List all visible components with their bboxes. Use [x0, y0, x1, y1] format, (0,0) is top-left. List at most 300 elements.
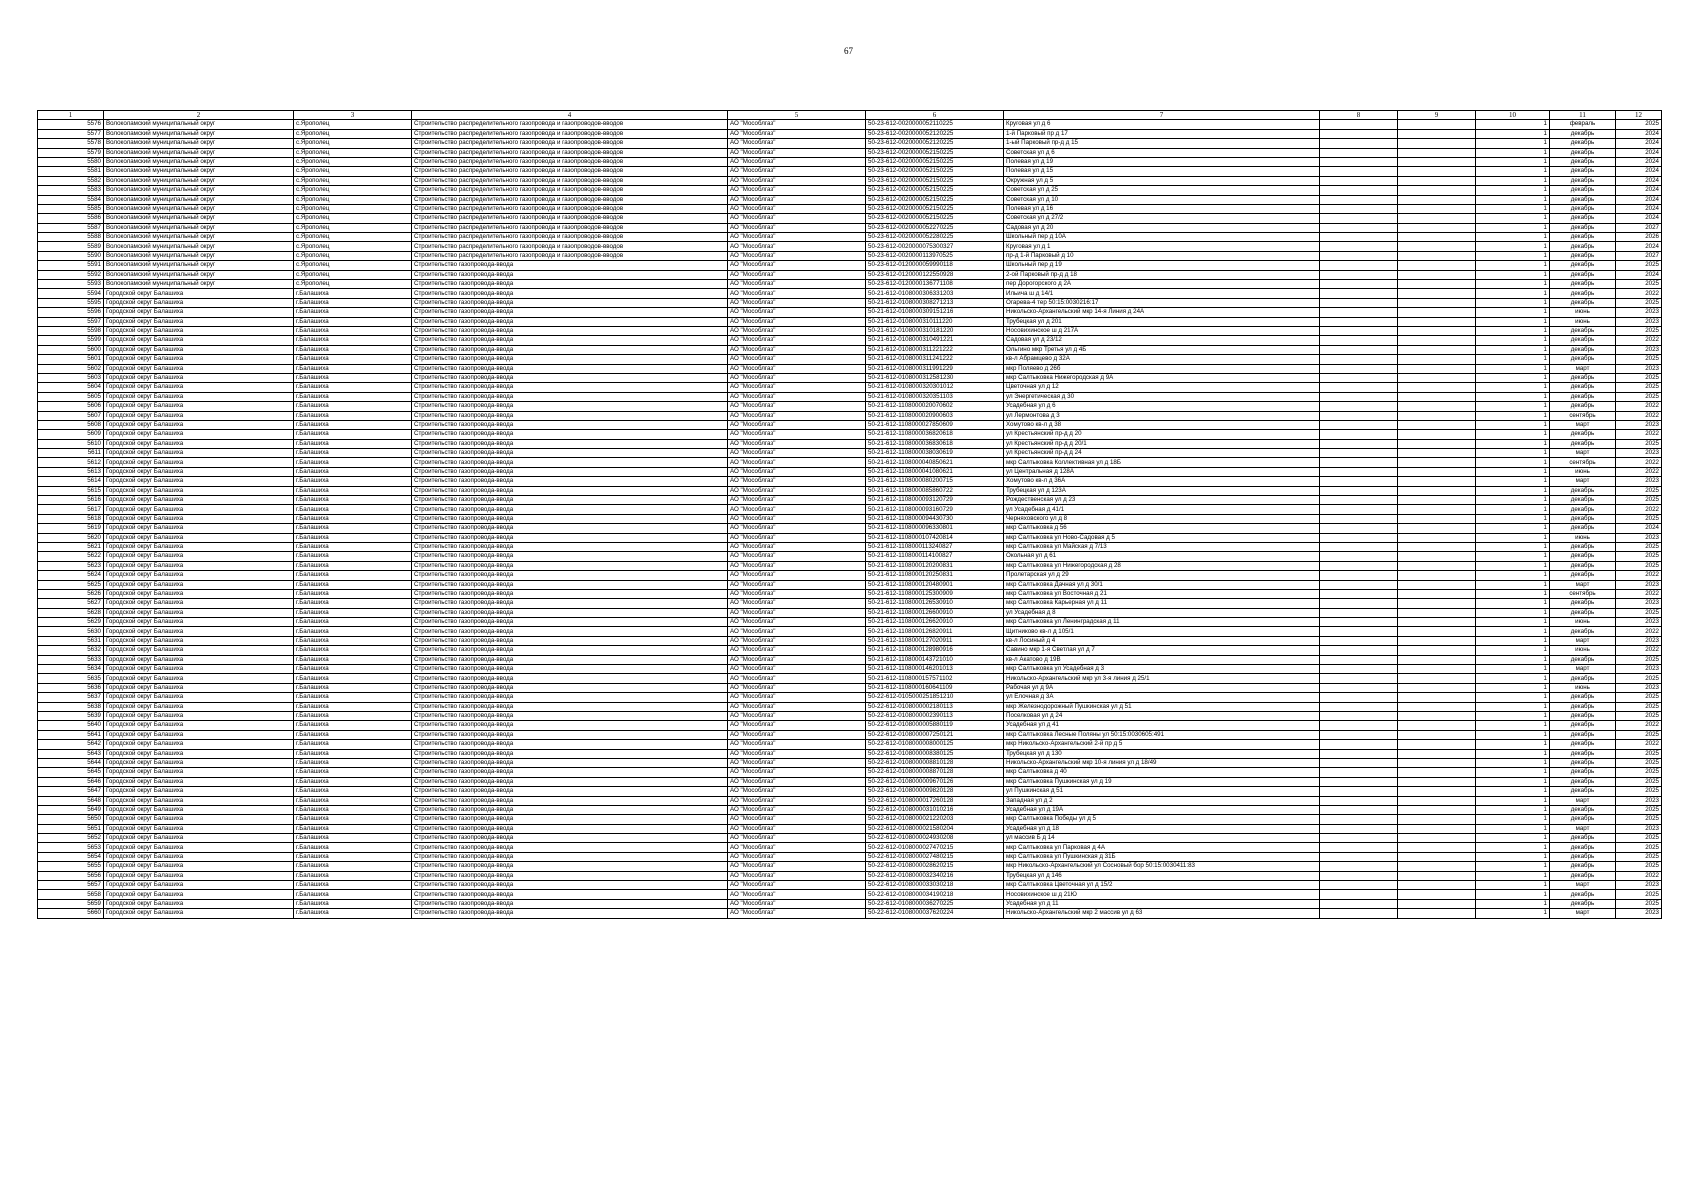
- table-cell: [1398, 486, 1476, 495]
- table-cell: Строительство газопровода-ввода: [412, 655, 728, 664]
- table-cell: 5621: [38, 542, 104, 551]
- table-cell: 1: [1476, 223, 1550, 232]
- table-cell: АО "Мособлгаз": [728, 298, 866, 307]
- table-cell: Строительство газопровода-ввода: [412, 740, 728, 749]
- table-cell: г.Балашиха: [294, 815, 412, 824]
- table-cell: Строительство газопровода-ввода: [412, 514, 728, 523]
- table-cell: 2025: [1616, 280, 1662, 289]
- table-cell: [1398, 355, 1476, 364]
- table-cell: 5595: [38, 298, 104, 307]
- table-cell: 50-22-612-0108000009820128: [866, 787, 1004, 796]
- table-cell: март: [1550, 824, 1616, 833]
- table-cell: [1320, 364, 1398, 373]
- table-cell: [1320, 270, 1398, 279]
- table-cell: Волоколамский муниципальный округ: [104, 120, 294, 129]
- table-cell: 2025: [1616, 730, 1662, 739]
- table-cell: [1398, 392, 1476, 401]
- table-cell: г.Балашиха: [294, 289, 412, 298]
- table-cell: 50-21-612-1108000027850609: [866, 420, 1004, 429]
- table-cell: 50-23-612-0020000113970525: [866, 251, 1004, 260]
- table-cell: Усадебная ул д 41: [1004, 721, 1320, 730]
- table-cell: Строительство газопровода-ввода: [412, 571, 728, 580]
- table-cell: 1: [1476, 308, 1550, 317]
- table-cell: 50-21-612-0108000312581230: [866, 373, 1004, 382]
- table-cell: мкр Салтыковка ул Ново-Садовая д 5: [1004, 533, 1320, 542]
- table-cell: [1320, 599, 1398, 608]
- table-cell: [1398, 420, 1476, 429]
- table-cell: 5617: [38, 505, 104, 514]
- table-cell: [1398, 542, 1476, 551]
- table-cell: 2022: [1616, 571, 1662, 580]
- table-row: [38, 505, 1662, 514]
- table-cell: Строительство газопровода-ввода: [412, 787, 728, 796]
- table-cell: АО "Мособлгаз": [728, 655, 866, 664]
- table-cell: Городской округ Балашиха: [104, 430, 294, 439]
- table-row: [38, 815, 1662, 824]
- table-cell: 1: [1476, 712, 1550, 721]
- table-cell: Городской округ Балашиха: [104, 674, 294, 683]
- column-header: 9: [1398, 111, 1476, 120]
- table-cell: 2023: [1616, 364, 1662, 373]
- table-cell: 50-21-612-1108000157571102: [866, 674, 1004, 683]
- table-cell: Волоколамский муниципальный округ: [104, 167, 294, 176]
- table-cell: АО "Мособлгаз": [728, 589, 866, 598]
- table-row: [38, 270, 1662, 279]
- table-cell: 1: [1476, 148, 1550, 157]
- table-cell: [1398, 834, 1476, 843]
- table-cell: 1: [1476, 326, 1550, 335]
- table-cell: Строительство газопровода-ввода: [412, 552, 728, 561]
- table-cell: [1320, 805, 1398, 814]
- table-cell: декабрь: [1550, 251, 1616, 260]
- table-cell: 2023: [1616, 909, 1662, 918]
- table-cell: мкр Салтыковка д 56: [1004, 524, 1320, 533]
- table-cell: 50-21-612-1108000126620910: [866, 618, 1004, 627]
- table-cell: 1: [1476, 345, 1550, 354]
- table-cell: Советская ул д 25: [1004, 186, 1320, 195]
- table-row: [38, 167, 1662, 176]
- table-cell: [1398, 524, 1476, 533]
- table-row: [38, 787, 1662, 796]
- table-cell: Городской округ Балашиха: [104, 768, 294, 777]
- table-cell: 5620: [38, 533, 104, 542]
- table-cell: [1320, 815, 1398, 824]
- table-cell: г.Балашиха: [294, 890, 412, 899]
- table-cell: г.Балашиха: [294, 749, 412, 758]
- table-cell: 2025: [1616, 852, 1662, 861]
- table-cell: 50-22-612-0108000037620224: [866, 909, 1004, 918]
- table-cell: [1398, 280, 1476, 289]
- table-cell: АО "Мособлгаз": [728, 204, 866, 213]
- table-cell: Строительство распределительного газопровода и газопроводов-вводов: [412, 195, 728, 204]
- table-row: [38, 665, 1662, 674]
- table-cell: АО "Мособлгаз": [728, 458, 866, 467]
- table-row: [38, 571, 1662, 580]
- table-cell: 50-22-612-0108000034190218: [866, 890, 1004, 899]
- table-cell: 50-22-612-0108000027470215: [866, 843, 1004, 852]
- table-row: [38, 195, 1662, 204]
- table-cell: 5584: [38, 195, 104, 204]
- table-cell: 1: [1476, 439, 1550, 448]
- table-cell: [1320, 204, 1398, 213]
- table-cell: 5646: [38, 777, 104, 786]
- table-cell: 50-22-612-0108000017260128: [866, 796, 1004, 805]
- table-cell: Городской округ Балашиха: [104, 580, 294, 589]
- table-cell: 5609: [38, 430, 104, 439]
- table-cell: Городской округ Балашиха: [104, 881, 294, 890]
- table-cell: Городской округ Балашиха: [104, 402, 294, 411]
- table-cell: [1398, 270, 1476, 279]
- table-cell: с.Ярополец: [294, 242, 412, 251]
- table-cell: АО "Мособлгаз": [728, 261, 866, 270]
- table-cell: 1: [1476, 552, 1550, 561]
- table-cell: Строительство распределительного газопровода и газопроводов-вводов: [412, 204, 728, 213]
- table-cell: 5645: [38, 768, 104, 777]
- table-cell: Строительство газопровода-ввода: [412, 674, 728, 683]
- table-cell: мкр Салтыковка Дачная ул д 30/1: [1004, 580, 1320, 589]
- table-cell: ул Энергетическая д 30: [1004, 392, 1320, 401]
- table-cell: Советская ул д 10: [1004, 195, 1320, 204]
- table-cell: с.Ярополец: [294, 270, 412, 279]
- table-cell: 5598: [38, 326, 104, 335]
- table-cell: декабрь: [1550, 514, 1616, 523]
- table-cell: [1320, 636, 1398, 645]
- table-cell: Строительство газопровода-ввода: [412, 580, 728, 589]
- table-cell: декабрь: [1550, 834, 1616, 843]
- table-cell: 50-21-612-0108000308271213: [866, 298, 1004, 307]
- table-cell: АО "Мособлгаз": [728, 805, 866, 814]
- table-cell: 5644: [38, 758, 104, 767]
- table-cell: 5610: [38, 439, 104, 448]
- table-cell: 2025: [1616, 758, 1662, 767]
- table-cell: АО "Мособлгаз": [728, 608, 866, 617]
- table-cell: [1320, 571, 1398, 580]
- table-cell: [1398, 655, 1476, 664]
- table-cell: 50-22-612-0108000008380125: [866, 749, 1004, 758]
- table-cell: Волоколамский муниципальный округ: [104, 223, 294, 232]
- table-cell: Городской округ Балашиха: [104, 496, 294, 505]
- table-cell: [1320, 214, 1398, 223]
- table-cell: 5631: [38, 636, 104, 645]
- table-cell: 2025: [1616, 899, 1662, 908]
- table-cell: АО "Мособлгаз": [728, 796, 866, 805]
- table-row: [38, 862, 1662, 871]
- table-cell: АО "Мособлгаз": [728, 420, 866, 429]
- table-cell: 1: [1476, 542, 1550, 551]
- table-row: [38, 683, 1662, 692]
- table-cell: ул Крестьянский пр-д д 20: [1004, 430, 1320, 439]
- table-cell: 2025: [1616, 486, 1662, 495]
- table-cell: Строительство распределительного газопровода и газопроводов-вводов: [412, 157, 728, 166]
- table-cell: декабрь: [1550, 439, 1616, 448]
- table-cell: март: [1550, 364, 1616, 373]
- table-cell: АО "Мособлгаз": [728, 787, 866, 796]
- table-cell: 5649: [38, 805, 104, 814]
- table-row: [38, 533, 1662, 542]
- table-cell: 2025: [1616, 702, 1662, 711]
- table-cell: Строительство газопровода-ввода: [412, 777, 728, 786]
- table-cell: декабрь: [1550, 890, 1616, 899]
- table-cell: г.Балашиха: [294, 702, 412, 711]
- table-cell: 2023: [1616, 683, 1662, 692]
- table-cell: пр-д 1-й Парковый д 10: [1004, 251, 1320, 260]
- table-cell: г.Балашиха: [294, 674, 412, 683]
- table-cell: Школьный пер д 10А: [1004, 233, 1320, 242]
- table-cell: мкр Салтыковка ул Пушкинская д 31Б: [1004, 852, 1320, 861]
- table-cell: декабрь: [1550, 655, 1616, 664]
- table-cell: 5659: [38, 899, 104, 908]
- table-cell: декабрь: [1550, 223, 1616, 232]
- table-cell: [1398, 665, 1476, 674]
- table-cell: 2024: [1616, 186, 1662, 195]
- table-cell: [1398, 693, 1476, 702]
- table-cell: Трубецкая ул д 130: [1004, 749, 1320, 758]
- table-row: [38, 439, 1662, 448]
- table-cell: 2025: [1616, 326, 1662, 335]
- table-row: [38, 580, 1662, 589]
- table-cell: декабрь: [1550, 298, 1616, 307]
- table-cell: 1-ый Парковый пр-д д 15: [1004, 139, 1320, 148]
- table-cell: Волоколамский муниципальный округ: [104, 251, 294, 260]
- table-cell: Носовихинское ш д 21Ю: [1004, 890, 1320, 899]
- table-cell: с.Ярополец: [294, 129, 412, 138]
- table-cell: 2024: [1616, 524, 1662, 533]
- table-cell: 1: [1476, 683, 1550, 692]
- table-cell: Строительство газопровода-ввода: [412, 730, 728, 739]
- table-cell: [1320, 148, 1398, 157]
- table-cell: декабрь: [1550, 852, 1616, 861]
- table-cell: г.Балашиха: [294, 693, 412, 702]
- table-cell: 5615: [38, 486, 104, 495]
- table-cell: г.Балашиха: [294, 834, 412, 843]
- table-cell: г.Балашиха: [294, 326, 412, 335]
- table-cell: 50-21-612-1108000093120729: [866, 496, 1004, 505]
- table-cell: 1: [1476, 862, 1550, 871]
- table-row: [38, 129, 1662, 138]
- table-cell: Строительство газопровода-ввода: [412, 712, 728, 721]
- table-cell: г.Балашиха: [294, 533, 412, 542]
- table-cell: [1320, 899, 1398, 908]
- table-cell: [1320, 242, 1398, 251]
- table-cell: 5622: [38, 552, 104, 561]
- table-cell: Волоколамский муниципальный округ: [104, 242, 294, 251]
- table-row: [38, 589, 1662, 598]
- table-cell: Волоколамский муниципальный округ: [104, 157, 294, 166]
- table-cell: Никольско-Архангельский мкр ул 3-я линия д 25/1: [1004, 674, 1320, 683]
- table-row: [38, 796, 1662, 805]
- table-cell: [1320, 533, 1398, 542]
- table-cell: Городской округ Балашиха: [104, 852, 294, 861]
- table-cell: 50-23-612-0120000059990118: [866, 261, 1004, 270]
- table-cell: с.Ярополец: [294, 233, 412, 242]
- table-cell: АО "Мособлгаз": [728, 364, 866, 373]
- table-cell: Строительство газопровода-ввода: [412, 439, 728, 448]
- table-cell: г.Балашиха: [294, 768, 412, 777]
- table-cell: [1320, 298, 1398, 307]
- table-cell: 1: [1476, 730, 1550, 739]
- table-cell: 2025: [1616, 749, 1662, 758]
- table-cell: [1398, 139, 1476, 148]
- table-cell: Городской округ Балашиха: [104, 336, 294, 345]
- table-cell: 2022: [1616, 740, 1662, 749]
- table-cell: мкр Салтыковка Нижегородская д 9А: [1004, 373, 1320, 382]
- table-cell: 1: [1476, 355, 1550, 364]
- table-cell: Городской округ Балашиха: [104, 730, 294, 739]
- table-cell: АО "Мособлгаз": [728, 505, 866, 514]
- table-cell: Волоколамский муниципальный округ: [104, 233, 294, 242]
- table-cell: Городской округ Балашиха: [104, 655, 294, 664]
- table-cell: март: [1550, 420, 1616, 429]
- table-cell: [1398, 186, 1476, 195]
- table-cell: г.Балашиха: [294, 542, 412, 551]
- table-cell: 5597: [38, 317, 104, 326]
- column-header: 4: [412, 111, 728, 120]
- table-cell: декабрь: [1550, 373, 1616, 382]
- table-cell: 2024: [1616, 167, 1662, 176]
- table-cell: Строительство газопровода-ввода: [412, 815, 728, 824]
- table-cell: 50-22-612-0108000002180113: [866, 702, 1004, 711]
- table-cell: 2025: [1616, 862, 1662, 871]
- table-cell: 50-22-612-0108000024930208: [866, 834, 1004, 843]
- table-cell: декабрь: [1550, 148, 1616, 157]
- table-cell: [1320, 646, 1398, 655]
- table-cell: с.Ярополец: [294, 120, 412, 129]
- table-cell: 50-23-612-0020000052270225: [866, 223, 1004, 232]
- table-cell: г.Балашиха: [294, 740, 412, 749]
- table-cell: 1: [1476, 796, 1550, 805]
- table-cell: г.Балашиха: [294, 796, 412, 805]
- table-cell: [1320, 120, 1398, 129]
- table-cell: Строительство распределительного газопровода и газопроводов-вводов: [412, 251, 728, 260]
- table-cell: мкр Салтыковка ул Восточная д 21: [1004, 589, 1320, 598]
- table-cell: 1: [1476, 899, 1550, 908]
- table-cell: 50-23-612-0020000052280225: [866, 233, 1004, 242]
- table-cell: 2-ой Парковый пр-д д 18: [1004, 270, 1320, 279]
- table-cell: Строительство газопровода-ввода: [412, 467, 728, 476]
- table-cell: [1320, 139, 1398, 148]
- table-cell: декабрь: [1550, 862, 1616, 871]
- table-cell: 2022: [1616, 430, 1662, 439]
- table-cell: 1: [1476, 449, 1550, 458]
- table-cell: декабрь: [1550, 693, 1616, 702]
- table-row: [38, 477, 1662, 486]
- table-cell: 50-21-612-0108000306331203: [866, 289, 1004, 298]
- table-cell: мкр Салтыковка Победы ул д 5: [1004, 815, 1320, 824]
- table-row: [38, 148, 1662, 157]
- table-cell: декабрь: [1550, 571, 1616, 580]
- table-cell: с.Ярополец: [294, 251, 412, 260]
- table-cell: 1: [1476, 514, 1550, 523]
- table-cell: 5606: [38, 402, 104, 411]
- table-cell: Строительство распределительного газопровода и газопроводов-вводов: [412, 242, 728, 251]
- table-cell: декабрь: [1550, 139, 1616, 148]
- table-cell: АО "Мособлгаз": [728, 373, 866, 382]
- table-cell: [1320, 561, 1398, 570]
- table-cell: Строительство газопровода-ввода: [412, 392, 728, 401]
- table-row: [38, 693, 1662, 702]
- table-cell: 5588: [38, 233, 104, 242]
- table-cell: Полевая ул д 16: [1004, 204, 1320, 213]
- table-cell: 2022: [1616, 458, 1662, 467]
- table-cell: декабрь: [1550, 336, 1616, 345]
- table-cell: 5629: [38, 618, 104, 627]
- table-row: [38, 768, 1662, 777]
- table-row: [38, 655, 1662, 664]
- table-cell: АО "Мособлгаз": [728, 355, 866, 364]
- table-cell: г.Балашиха: [294, 730, 412, 739]
- table-cell: [1320, 890, 1398, 899]
- table-cell: [1320, 467, 1398, 476]
- table-cell: г.Балашиха: [294, 655, 412, 664]
- table-row: [38, 674, 1662, 683]
- table-cell: АО "Мособлгаз": [728, 139, 866, 148]
- table-cell: Рождественская ул д 23: [1004, 496, 1320, 505]
- table-cell: декабрь: [1550, 561, 1616, 570]
- table-cell: Городской округ Балашиха: [104, 571, 294, 580]
- table-cell: [1398, 805, 1476, 814]
- table-cell: АО "Мособлгаз": [728, 223, 866, 232]
- table-cell: [1320, 730, 1398, 739]
- table-cell: 50-21-612-0108000311221222: [866, 345, 1004, 354]
- table-cell: 5648: [38, 796, 104, 805]
- table-cell: АО "Мособлгаз": [728, 242, 866, 251]
- table-cell: 5653: [38, 843, 104, 852]
- table-cell: [1398, 777, 1476, 786]
- table-cell: 1: [1476, 430, 1550, 439]
- column-header: 5: [728, 111, 866, 120]
- table-cell: г.Балашиха: [294, 805, 412, 814]
- column-header: 12: [1616, 111, 1662, 120]
- table-cell: ул Усадебная д 41/1: [1004, 505, 1320, 514]
- table-cell: Строительство газопровода-ввода: [412, 524, 728, 533]
- table-cell: 2022: [1616, 589, 1662, 598]
- table-cell: [1398, 730, 1476, 739]
- table-cell: [1398, 899, 1476, 908]
- table-cell: 2022: [1616, 627, 1662, 636]
- table-cell: 2022: [1616, 402, 1662, 411]
- table-cell: 5590: [38, 251, 104, 260]
- table-cell: Волоколамский муниципальный округ: [104, 129, 294, 138]
- table-cell: АО "Мособлгаз": [728, 308, 866, 317]
- table-cell: 5601: [38, 355, 104, 364]
- table-cell: [1320, 749, 1398, 758]
- table-cell: Носовихинское ш д 217А: [1004, 326, 1320, 335]
- table-cell: г.Балашиха: [294, 571, 412, 580]
- table-cell: Строительство газопровода-ввода: [412, 326, 728, 335]
- table-cell: [1398, 580, 1476, 589]
- table-cell: 1-й Парковый пр д 17: [1004, 129, 1320, 138]
- table-cell: 50-23-612-0020000075300327: [866, 242, 1004, 251]
- table-cell: март: [1550, 477, 1616, 486]
- table-cell: 5639: [38, 712, 104, 721]
- table-cell: [1398, 909, 1476, 918]
- table-cell: 1: [1476, 157, 1550, 166]
- table-cell: 5579: [38, 148, 104, 157]
- table-cell: Городской округ Балашиха: [104, 693, 294, 702]
- table-cell: 5635: [38, 674, 104, 683]
- table-cell: Строительство газопровода-ввода: [412, 599, 728, 608]
- table-cell: АО "Мособлгаз": [728, 852, 866, 861]
- table-cell: 50-21-612-0108000310491221: [866, 336, 1004, 345]
- column-header: 3: [294, 111, 412, 120]
- table-cell: г.Балашиха: [294, 308, 412, 317]
- table-row: [38, 702, 1662, 711]
- table-cell: г.Балашиха: [294, 373, 412, 382]
- table-row: [38, 608, 1662, 617]
- table-cell: [1398, 411, 1476, 420]
- table-cell: [1398, 261, 1476, 270]
- table-cell: г.Балашиха: [294, 430, 412, 439]
